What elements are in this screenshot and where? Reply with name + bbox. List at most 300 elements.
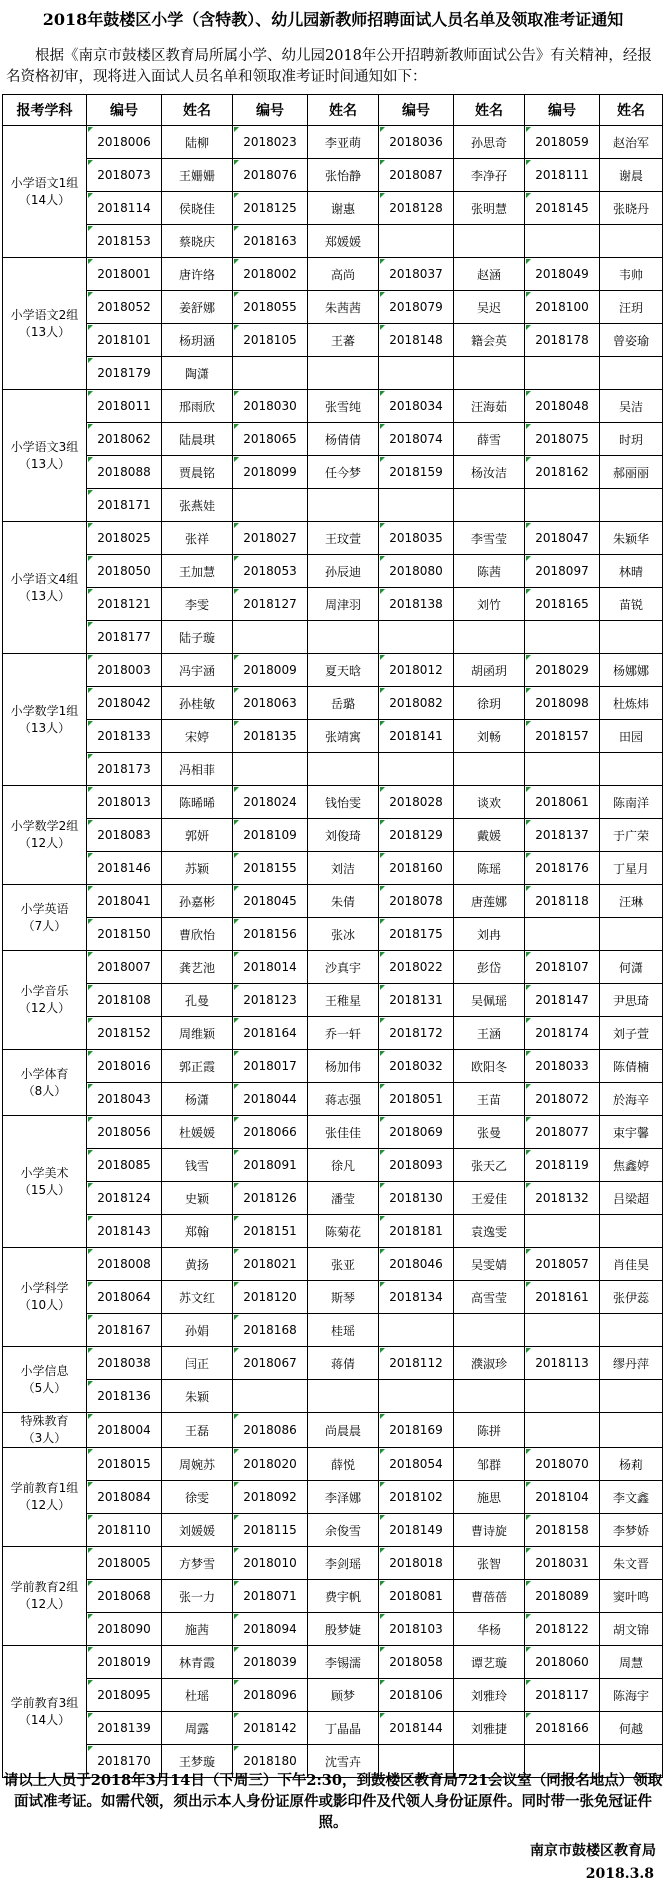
- candidate-code: 2018011: [87, 390, 162, 423]
- candidate-code: 2018023: [233, 126, 308, 159]
- candidate-name: 王姗姗: [162, 159, 233, 192]
- candidate-name: 陶潇: [162, 357, 233, 390]
- table-row: [3, 786, 663, 819]
- candidate-code: 2018028: [379, 786, 454, 819]
- table-row: [3, 621, 663, 654]
- table-row: [3, 1248, 663, 1281]
- candidate-code: 2018065: [233, 423, 308, 456]
- candidate-name: [454, 1314, 525, 1347]
- candidate-name: 苗锐: [600, 588, 663, 621]
- candidate-name: 唐莲娜: [454, 885, 525, 918]
- candidate-name: [454, 225, 525, 258]
- candidate-code: 2018081: [379, 1580, 454, 1613]
- table-row: [3, 1547, 663, 1580]
- candidate-code: 2018105: [233, 324, 308, 357]
- candidate-name: 杜瑶: [162, 1679, 233, 1712]
- candidate-code: 2018014: [233, 951, 308, 984]
- notice-footer: 请以上人员于2018年3月14日（下周三）下午2:30，到鼓楼区教育局721会议室（同报名地点）领取面试准考证。如需代领，须出示本人身份证原件或影印件及代领人身份证原件。同时带一张免冠证件照。: [3, 1772, 663, 1831]
- table-row: [3, 390, 663, 423]
- candidate-code: 2018180: [233, 1745, 308, 1778]
- candidate-name: 吴雯婧: [454, 1248, 525, 1281]
- subject-name: 小学语文4组: [10, 571, 79, 586]
- candidate-name: 朱茜茜: [308, 291, 379, 324]
- candidate-name: 孙辰迪: [308, 555, 379, 588]
- candidate-name: 林青霞: [162, 1646, 233, 1679]
- candidate-name: 孙思奇: [454, 126, 525, 159]
- candidate-code: 2018098: [525, 687, 600, 720]
- candidate-name: 张一力: [162, 1580, 233, 1613]
- subject-name: 学前教育3组: [10, 1695, 79, 1710]
- candidate-name: 唐许络: [162, 258, 233, 291]
- candidate-name: 李锡濡: [308, 1646, 379, 1679]
- candidate-name: 郑翰: [162, 1215, 233, 1248]
- candidate-code: 2018094: [233, 1613, 308, 1646]
- candidate-name: 王玟萱: [308, 522, 379, 555]
- candidate-code: 2018133: [87, 720, 162, 753]
- candidate-name: 乔一轩: [308, 1017, 379, 1050]
- candidate-code: 2018100: [525, 291, 600, 324]
- subject-count: （12人）: [18, 836, 71, 850]
- candidate-code: 2018147: [525, 984, 600, 1017]
- candidate-code: 2018176: [525, 852, 600, 885]
- candidate-code: 2018158: [525, 1514, 600, 1547]
- candidate-code: [379, 1314, 454, 1347]
- table-row: [3, 522, 663, 555]
- candidate-code: 2018062: [87, 423, 162, 456]
- candidate-code: 2018030: [233, 390, 308, 423]
- candidate-code: 2018021: [233, 1248, 308, 1281]
- candidate-code: 2018144: [379, 1712, 454, 1745]
- candidate-code: 2018016: [87, 1050, 162, 1083]
- candidate-name: 张祥: [162, 522, 233, 555]
- candidate-name: 张燕娃: [162, 489, 233, 522]
- table-row: [3, 1380, 663, 1413]
- candidate-code: 2018150: [87, 918, 162, 951]
- candidate-name: 戴媛: [454, 819, 525, 852]
- candidate-code: 2018178: [525, 324, 600, 357]
- candidate-code: 2018044: [233, 1083, 308, 1116]
- candidate-name: 夏天晗: [308, 654, 379, 687]
- candidate-code: 2018091: [233, 1149, 308, 1182]
- table-row: [3, 1314, 663, 1347]
- table-row: [3, 1613, 663, 1646]
- candidate-name: 张亚: [308, 1248, 379, 1281]
- header-subject: 报考学科: [3, 95, 87, 126]
- candidate-code: 2018160: [379, 852, 454, 885]
- subject-cell: [3, 258, 87, 390]
- candidate-name: 王加慧: [162, 555, 233, 588]
- candidate-name: 韦帅: [600, 258, 663, 291]
- candidate-name: 陆子璇: [162, 621, 233, 654]
- candidate-code: 2018061: [525, 786, 600, 819]
- candidate-name: 陈菊花: [308, 1215, 379, 1248]
- candidate-code: 2018043: [87, 1083, 162, 1116]
- candidate-code: 2018002: [233, 258, 308, 291]
- candidate-code: 2018086: [233, 1413, 308, 1448]
- candidate-code: 2018059: [525, 126, 600, 159]
- candidate-code: 2018074: [379, 423, 454, 456]
- candidate-code: 2018171: [87, 489, 162, 522]
- subject-name: 小学数学2组: [10, 819, 79, 833]
- candidate-name: 邹群: [454, 1448, 525, 1481]
- candidate-name: 谢惠: [308, 192, 379, 225]
- candidate-name: 徐玥: [454, 687, 525, 720]
- candidate-code: 2018111: [525, 159, 600, 192]
- candidate-code: 2018031: [525, 1547, 600, 1580]
- candidate-code: 2018128: [379, 192, 454, 225]
- candidate-name: 蒋倩: [308, 1347, 379, 1380]
- candidate-name: [600, 1413, 663, 1448]
- candidate-code: 2018113: [525, 1347, 600, 1380]
- candidate-code: 2018077: [525, 1116, 600, 1149]
- subject-cell: [3, 885, 87, 951]
- subject-cell: [3, 654, 87, 786]
- subject-cell: [3, 1413, 87, 1448]
- subject-cell: [3, 786, 87, 885]
- candidate-name: 陆晨琪: [162, 423, 233, 456]
- subject-cell: [3, 1050, 87, 1116]
- candidate-name: 束宇馨: [600, 1116, 663, 1149]
- candidate-name: 高雪莹: [454, 1281, 525, 1314]
- table-body: [3, 126, 663, 1778]
- table-row: [3, 159, 663, 192]
- candidate-code: 2018137: [525, 819, 600, 852]
- candidate-code: 2018079: [379, 291, 454, 324]
- candidate-name: 刘媛媛: [162, 1514, 233, 1547]
- candidate-code: 2018149: [379, 1514, 454, 1547]
- candidate-code: 2018124: [87, 1182, 162, 1215]
- candidate-code: [525, 1380, 600, 1413]
- table-row: [3, 357, 663, 390]
- candidate-name: 陈晞晞: [162, 786, 233, 819]
- candidate-name: 汪琳: [600, 885, 663, 918]
- candidate-name: 郝丽丽: [600, 456, 663, 489]
- candidate-name: 李亚萌: [308, 126, 379, 159]
- subject-name: 小学信息: [20, 1363, 69, 1378]
- candidate-name: 张靖寓: [308, 720, 379, 753]
- candidate-code: 2018015: [87, 1448, 162, 1481]
- candidate-code: 2018168: [233, 1314, 308, 1347]
- candidate-code: [233, 621, 308, 654]
- candidate-name: 陈海宇: [600, 1679, 663, 1712]
- candidate-name: 杨加伟: [308, 1050, 379, 1083]
- subject-count: （5人）: [22, 1380, 67, 1395]
- subject-count: （12人）: [18, 1597, 71, 1611]
- candidate-code: 2018134: [379, 1281, 454, 1314]
- subject-cell: [3, 390, 87, 522]
- subject-name: 小学语文3组: [10, 439, 79, 454]
- candidate-code: 2018177: [87, 621, 162, 654]
- subject-name: 特殊教育: [20, 1414, 69, 1428]
- header-code: 编号: [87, 95, 162, 126]
- candidate-code: 2018010: [233, 1547, 308, 1580]
- subject-cell: [3, 1347, 87, 1413]
- candidate-code: 2018088: [87, 456, 162, 489]
- candidate-code: 2018089: [525, 1580, 600, 1613]
- candidate-code: [379, 1380, 454, 1413]
- candidate-name: 陈茜: [454, 555, 525, 588]
- candidate-name: [308, 621, 379, 654]
- candidate-name: 蒋志强: [308, 1083, 379, 1116]
- candidate-name: 赵治军: [600, 126, 663, 159]
- notice-intro: 根据《南京市鼓楼区教育局所属小学、幼儿园2018年公开招聘新教师面试公告》有关精神，经报名资格初审，现将进入面试人员名单和领取准考证时间通知如下：: [6, 48, 652, 85]
- candidate-name: 曹蓓蓓: [454, 1580, 525, 1613]
- candidate-name: 杨莉: [600, 1448, 663, 1481]
- candidate-name: 闫正: [162, 1347, 233, 1380]
- candidate-name: 李雯: [162, 588, 233, 621]
- candidate-code: 2018084: [87, 1481, 162, 1514]
- candidate-name: 潘莹: [308, 1182, 379, 1215]
- candidate-code: 2018146: [87, 852, 162, 885]
- candidate-code: [379, 621, 454, 654]
- table-row: [3, 423, 663, 456]
- candidate-name: 林晴: [600, 555, 663, 588]
- candidate-name: 孙桂敏: [162, 687, 233, 720]
- candidate-code: 2018122: [525, 1613, 600, 1646]
- candidate-name: 缪丹萍: [600, 1347, 663, 1380]
- candidate-name: 顾梦: [308, 1679, 379, 1712]
- candidate-code: 2018107: [525, 951, 600, 984]
- candidate-code: 2018163: [233, 225, 308, 258]
- candidate-name: 杨玥涵: [162, 324, 233, 357]
- candidate-code: 2018038: [87, 1347, 162, 1380]
- candidate-name: 张冰: [308, 918, 379, 951]
- candidate-name: 谢晨: [600, 159, 663, 192]
- candidate-name: 孙娟: [162, 1314, 233, 1347]
- table-row: [3, 1083, 663, 1116]
- table-row: [3, 258, 663, 291]
- candidate-name: 刘雅捷: [454, 1712, 525, 1745]
- candidate-code: 2018120: [233, 1281, 308, 1314]
- candidate-name: 王磊: [162, 1413, 233, 1448]
- candidate-code: 2018001: [87, 258, 162, 291]
- candidate-name: 曾姿瑜: [600, 324, 663, 357]
- candidate-code: 2018009: [233, 654, 308, 687]
- candidate-name: 薛雪: [454, 423, 525, 456]
- candidate-code: 2018181: [379, 1215, 454, 1248]
- candidate-name: 郭妍: [162, 819, 233, 852]
- candidate-code: 2018109: [233, 819, 308, 852]
- candidate-code: 2018070: [525, 1448, 600, 1481]
- header-code: 编号: [525, 95, 600, 126]
- candidate-code: [525, 1215, 600, 1248]
- candidate-code: 2018125: [233, 192, 308, 225]
- candidate-name: 吴佩瑶: [454, 984, 525, 1017]
- candidate-code: 2018068: [87, 1580, 162, 1613]
- subject-name: 小学数学1组: [10, 703, 79, 718]
- candidate-name: 张曼: [454, 1116, 525, 1149]
- candidate-code: 2018121: [87, 588, 162, 621]
- candidate-code: 2018142: [233, 1712, 308, 1745]
- candidate-code: 2018175: [379, 918, 454, 951]
- candidate-name: 苏文红: [162, 1281, 233, 1314]
- candidate-name: 胡函玥: [454, 654, 525, 687]
- candidate-code: 2018102: [379, 1481, 454, 1514]
- subject-count: （13人）: [18, 588, 71, 603]
- candidate-code: 2018069: [379, 1116, 454, 1149]
- candidate-code: [233, 489, 308, 522]
- candidate-code: 2018131: [379, 984, 454, 1017]
- candidate-name: 杜炼炜: [600, 687, 663, 720]
- candidate-name: 钱雪: [162, 1149, 233, 1182]
- candidate-name: 周慧: [600, 1646, 663, 1679]
- candidate-name: 宋婷: [162, 720, 233, 753]
- candidate-name: 华杨: [454, 1613, 525, 1646]
- candidate-name: 桂瑶: [308, 1314, 379, 1347]
- table-row: [3, 918, 663, 951]
- candidate-code: 2018173: [87, 753, 162, 786]
- candidate-name: [600, 1314, 663, 1347]
- candidate-name: [454, 1380, 525, 1413]
- candidate-name: 薛悦: [308, 1448, 379, 1481]
- candidate-name: 钱怡雯: [308, 786, 379, 819]
- candidate-name: 曹诗旋: [454, 1514, 525, 1547]
- candidate-code: 2018172: [379, 1017, 454, 1050]
- candidate-code: 2018145: [525, 192, 600, 225]
- candidate-code: [379, 357, 454, 390]
- table-row: [3, 1448, 663, 1481]
- table-row: [3, 1017, 663, 1050]
- candidate-name: 施思: [454, 1481, 525, 1514]
- candidate-code: [525, 1413, 600, 1448]
- candidate-code: 2018161: [525, 1281, 600, 1314]
- candidate-name: 黄扬: [162, 1248, 233, 1281]
- candidate-code: 2018037: [379, 258, 454, 291]
- candidate-name: 周露: [162, 1712, 233, 1745]
- candidate-code: 2018018: [379, 1547, 454, 1580]
- subject-cell: [3, 126, 87, 258]
- candidate-name: 陈拼: [454, 1413, 525, 1448]
- candidate-name: 王爱佳: [454, 1182, 525, 1215]
- candidate-code: 2018054: [379, 1448, 454, 1481]
- candidate-code: [233, 753, 308, 786]
- candidate-name: 王蕃: [308, 324, 379, 357]
- candidate-name: 张智: [454, 1547, 525, 1580]
- candidate-name: 孔曼: [162, 984, 233, 1017]
- candidate-code: 2018101: [87, 324, 162, 357]
- candidate-name: [308, 753, 379, 786]
- candidate-name: 刘洁: [308, 852, 379, 885]
- candidate-name: 汪海茹: [454, 390, 525, 423]
- candidate-name: 李雪莹: [454, 522, 525, 555]
- candidate-name: 尚晨晨: [308, 1413, 379, 1448]
- table-row: [3, 1413, 663, 1448]
- candidate-name: 方梦雪: [162, 1547, 233, 1580]
- candidate-code: 2018029: [525, 654, 600, 687]
- header-name: 姓名: [600, 95, 663, 126]
- candidate-code: 2018007: [87, 951, 162, 984]
- subject-name: 小学音乐: [20, 984, 69, 998]
- table-row: [3, 1215, 663, 1248]
- candidate-name: 张怡静: [308, 159, 379, 192]
- candidate-name: 尹思琦: [600, 984, 663, 1017]
- table-row: [3, 126, 663, 159]
- candidate-name: 田园: [600, 720, 663, 753]
- candidate-name: 岳璐: [308, 687, 379, 720]
- candidate-name: 陈南洋: [600, 786, 663, 819]
- candidate-name: [454, 357, 525, 390]
- candidate-name: 杨汝洁: [454, 456, 525, 489]
- candidate-code: 2018141: [379, 720, 454, 753]
- candidate-code: 2018119: [525, 1149, 600, 1182]
- candidate-code: 2018138: [379, 588, 454, 621]
- candidate-name: [600, 1215, 663, 1248]
- candidate-code: 2018148: [379, 324, 454, 357]
- table-row: [3, 720, 663, 753]
- subject-count: （14人）: [18, 192, 71, 207]
- candidate-code: 2018108: [87, 984, 162, 1017]
- candidate-name: 侯晓佳: [162, 192, 233, 225]
- signature-date: 2018.3.8: [585, 1866, 654, 1882]
- candidate-code: 2018076: [233, 159, 308, 192]
- candidate-name: 刘俊琦: [308, 819, 379, 852]
- candidate-code: 2018039: [233, 1646, 308, 1679]
- candidate-name: 斯琴: [308, 1281, 379, 1314]
- candidate-code: [525, 489, 600, 522]
- subject-count: （7人）: [22, 918, 67, 933]
- candidate-code: [525, 918, 600, 951]
- candidate-name: [308, 489, 379, 522]
- table-row: [3, 1514, 663, 1547]
- candidate-name: [308, 357, 379, 390]
- table-row: [3, 225, 663, 258]
- subject-count: （12人）: [18, 1498, 71, 1512]
- table-row: [3, 1116, 663, 1149]
- candidate-name: 李泽娜: [308, 1481, 379, 1514]
- candidate-code: 2018019: [87, 1646, 162, 1679]
- table-row: [3, 588, 663, 621]
- candidate-code: 2018052: [87, 291, 162, 324]
- candidate-code: 2018151: [233, 1215, 308, 1248]
- candidate-code: 2018046: [379, 1248, 454, 1281]
- candidate-code: 2018117: [525, 1679, 600, 1712]
- candidate-code: 2018106: [379, 1679, 454, 1712]
- header-code: 编号: [379, 95, 454, 126]
- candidate-code: 2018129: [379, 819, 454, 852]
- candidate-code: 2018110: [87, 1514, 162, 1547]
- candidate-code: 2018050: [87, 555, 162, 588]
- table-row: [3, 654, 663, 687]
- candidate-name: 刘雅玲: [454, 1679, 525, 1712]
- candidate-code: 2018045: [233, 885, 308, 918]
- candidate-code: 2018060: [525, 1646, 600, 1679]
- candidate-code: 2018017: [233, 1050, 308, 1083]
- candidate-code: 2018114: [87, 192, 162, 225]
- candidate-name: [454, 753, 525, 786]
- candidate-name: 王苗: [454, 1083, 525, 1116]
- candidate-name: 刘冉: [454, 918, 525, 951]
- candidate-name: [600, 225, 663, 258]
- table-row: [3, 753, 663, 786]
- candidate-name: 高尚: [308, 258, 379, 291]
- table-row: [3, 951, 663, 984]
- candidate-code: 2018071: [233, 1580, 308, 1613]
- candidate-code: 2018167: [87, 1314, 162, 1347]
- candidate-code: 2018103: [379, 1613, 454, 1646]
- table-row: [3, 1281, 663, 1314]
- subject-count: （10人）: [18, 1298, 71, 1312]
- candidate-code: 2018013: [87, 786, 162, 819]
- candidate-name: 窦叶鸣: [600, 1580, 663, 1613]
- candidate-name: 贾晨铭: [162, 456, 233, 489]
- subject-cell: [3, 1448, 87, 1547]
- table-row: [3, 456, 663, 489]
- candidate-name: 沈雪卉: [308, 1745, 379, 1778]
- candidate-code: 2018166: [525, 1712, 600, 1745]
- candidate-code: 2018080: [379, 555, 454, 588]
- candidate-code: 2018012: [379, 654, 454, 687]
- candidate-code: [233, 357, 308, 390]
